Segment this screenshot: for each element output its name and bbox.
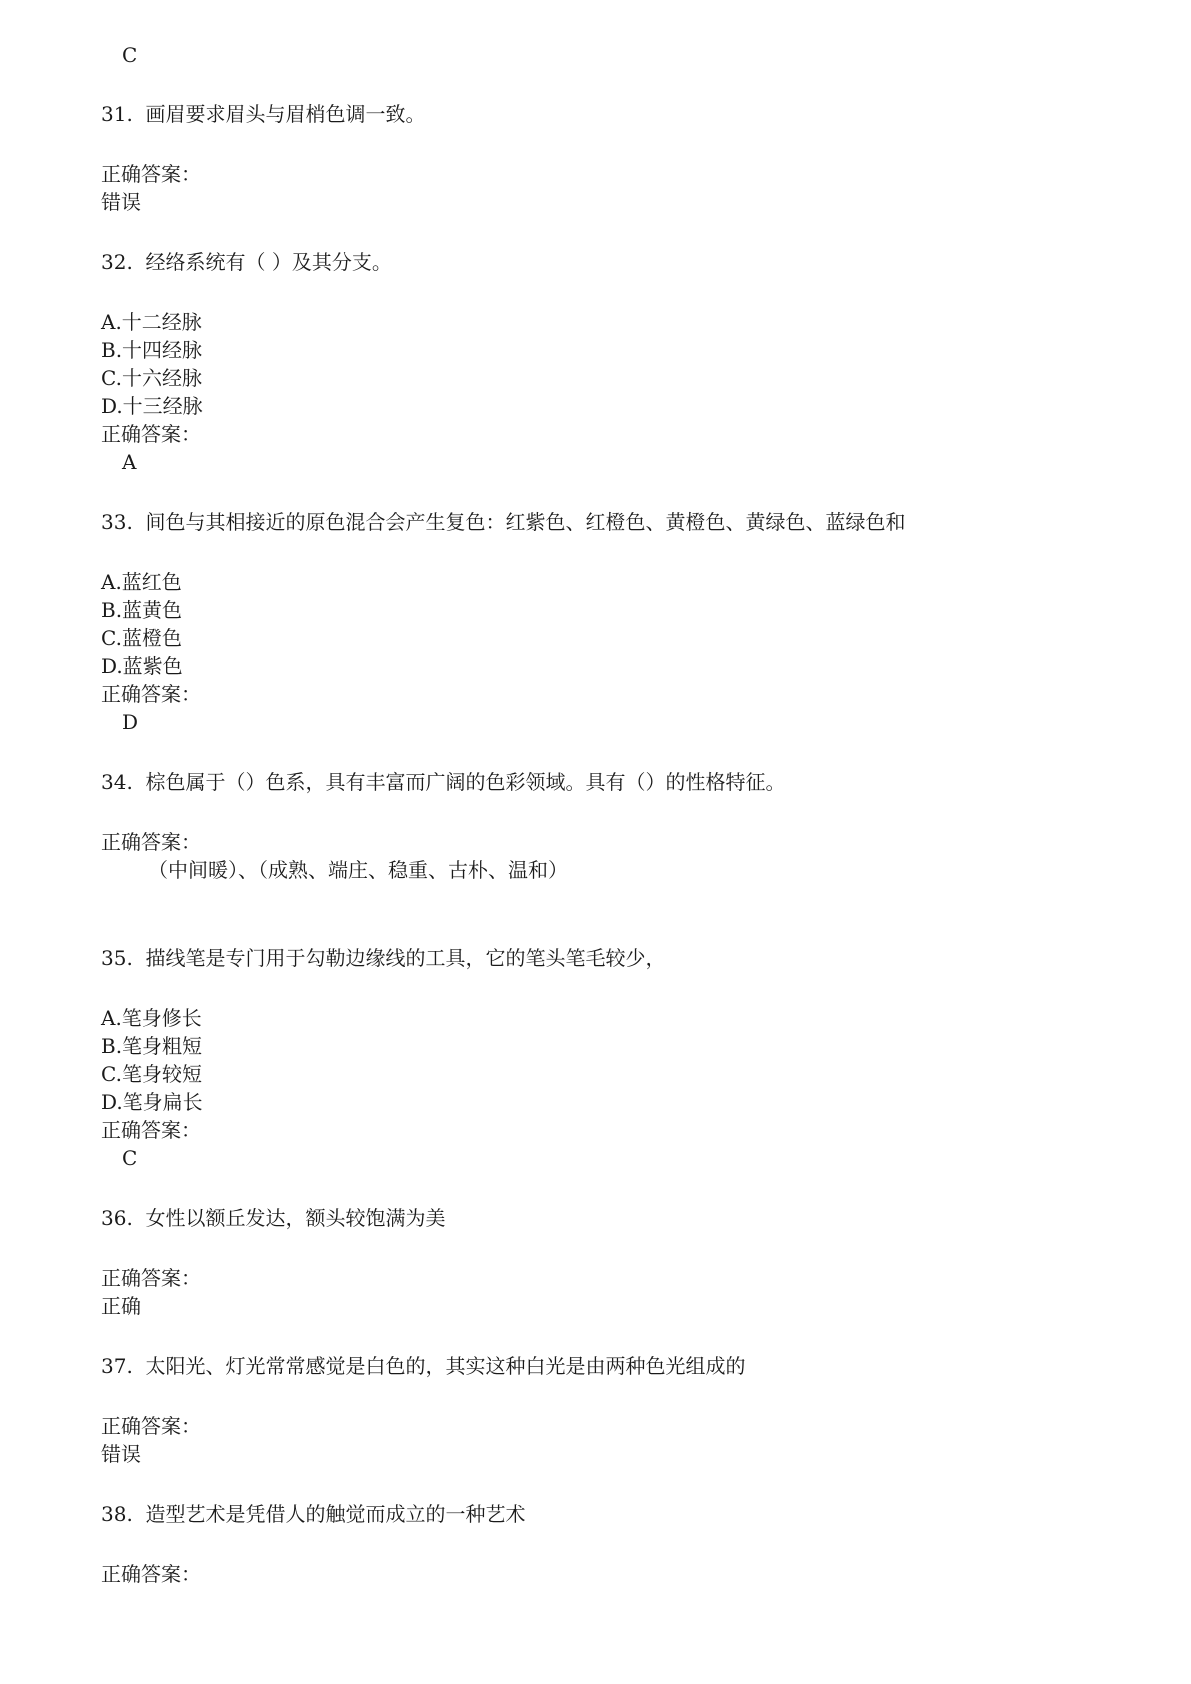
question-32: 32. 经络系统有（ ）及其分支。 bbox=[101, 250, 392, 274]
question-38: 38. 造型艺术是凭借人的触觉而成立的一种艺术 bbox=[101, 1502, 526, 1526]
answer-label-36: 正确答案： bbox=[101, 1266, 201, 1290]
answer-34: （中间暖）、（成熟、端庄、稳重、古朴、温和） bbox=[148, 858, 568, 882]
option-32-c: C.十六经脉 bbox=[101, 366, 202, 390]
answer-32: A bbox=[122, 450, 137, 474]
question-33: 33. 间色与其相接近的原色混合会产生复色：红紫色、红橙色、黄橙色、黄绿色、蓝绿色和 bbox=[101, 510, 906, 534]
question-34: 34. 棕色属于（）色系，具有丰富而广阔的色彩领域。具有（）的性格特征。 bbox=[101, 770, 786, 794]
question-31: 31. 画眉要求眉头与眉梢色调一致。 bbox=[101, 102, 426, 126]
question-35: 35. 描线笔是专门用于勾勒边缘线的工具，它的笔头笔毛较少， bbox=[101, 946, 666, 970]
option-35-b: B.笔身粗短 bbox=[101, 1034, 203, 1058]
answer-33: D bbox=[122, 710, 139, 734]
answer-36: 正确 bbox=[101, 1294, 141, 1318]
option-35-d: D.笔身扁长 bbox=[101, 1090, 203, 1114]
question-37: 37. 太阳光、灯光常常感觉是白色的，其实这种白光是由两种色光组成的 bbox=[101, 1354, 746, 1378]
answer-label-33: 正确答案： bbox=[101, 682, 201, 706]
answer-label-35: 正确答案： bbox=[101, 1118, 201, 1142]
answer-label-34: 正确答案： bbox=[101, 830, 201, 854]
option-33-d: D.蓝紫色 bbox=[101, 654, 183, 678]
option-33-b: B.蓝黄色 bbox=[101, 598, 183, 622]
option-35-c: C.笔身较短 bbox=[101, 1062, 202, 1086]
option-33-c: C.蓝橙色 bbox=[101, 626, 182, 650]
answer-prev: C bbox=[122, 43, 138, 67]
question-36: 36. 女性以额丘发达，额头较饱满为美 bbox=[101, 1206, 446, 1230]
option-32-d: D.十三经脉 bbox=[101, 394, 203, 418]
option-33-a: A.蓝红色 bbox=[101, 570, 182, 594]
answer-label-38: 正确答案： bbox=[101, 1562, 201, 1586]
option-32-a: A.十二经脉 bbox=[101, 310, 202, 334]
option-35-a: A.笔身修长 bbox=[101, 1006, 202, 1030]
option-32-b: B.十四经脉 bbox=[101, 338, 203, 362]
answer-label-37: 正确答案： bbox=[101, 1414, 201, 1438]
answer-label-32: 正确答案： bbox=[101, 422, 201, 446]
answer-35: C bbox=[122, 1146, 138, 1170]
answer-label-31: 正确答案： bbox=[101, 162, 201, 186]
answer-31: 错误 bbox=[101, 190, 141, 214]
answer-37: 错误 bbox=[101, 1442, 141, 1466]
